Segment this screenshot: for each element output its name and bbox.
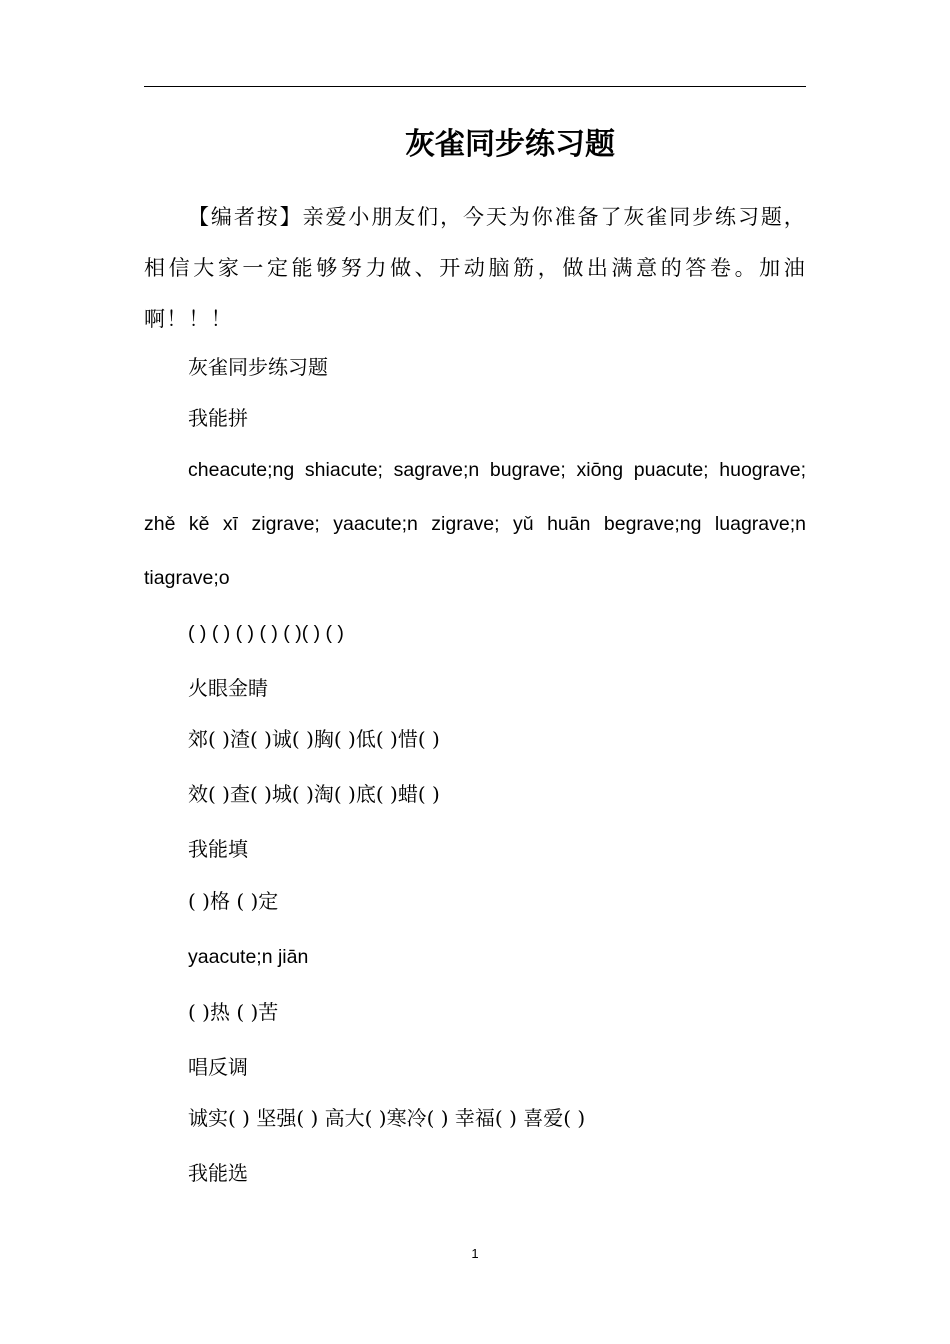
- fill-line: ( )格 ( )定: [188, 889, 279, 913]
- editor-note: 【编者按】亲爱小朋友们，今天为你准备了灰雀同步练习题，相信大家一定能够努力做、开动脑筋，做出满意的答卷。加油啊！！！: [144, 205, 806, 331]
- header-rule: [144, 86, 806, 87]
- chars-line: 郊( )渣( )诚( )胸( )低( )惜( ): [188, 727, 440, 751]
- page-number: 1: [471, 1246, 479, 1261]
- document-title: 灰雀同步练习题: [405, 127, 615, 162]
- blanks-line: ( ) ( ) ( ) ( ) ( )( ) ( ): [188, 622, 344, 644]
- section-heading-pin: 我能拼: [188, 406, 248, 430]
- section-heading-choose: 我能选: [188, 1161, 248, 1185]
- section-heading-opposite: 唱反调: [188, 1055, 248, 1079]
- fill-pinyin: yaacute;n jiān: [188, 946, 309, 968]
- pinyin-line: tiagrave;o: [144, 567, 230, 589]
- section-heading-fill: 我能填: [188, 837, 248, 861]
- pinyin-line: zhě kě xī zigrave; yaacute;n zigrave; yǔ huān begrave;ng luagrave;n: [144, 513, 806, 535]
- pinyin-exercise: [144, 443, 806, 605]
- pinyin-line: cheacute;ng shiacute; sagrave;n bugrave; xiōng puacute; huograve;: [188, 459, 806, 481]
- section-subtitle: 灰雀同步练习题: [188, 355, 328, 379]
- section-heading-eyes: 火眼金睛: [188, 676, 268, 700]
- opposite-line: 诚实( ) 坚强( ) 高大( )寒冷( ) 幸福( ) 喜爱( ): [188, 1106, 586, 1130]
- chars-line: 效( )查( )城( )淘( )底( )蜡( ): [188, 782, 440, 806]
- fill-line: ( )热 ( )苦: [188, 1000, 279, 1024]
